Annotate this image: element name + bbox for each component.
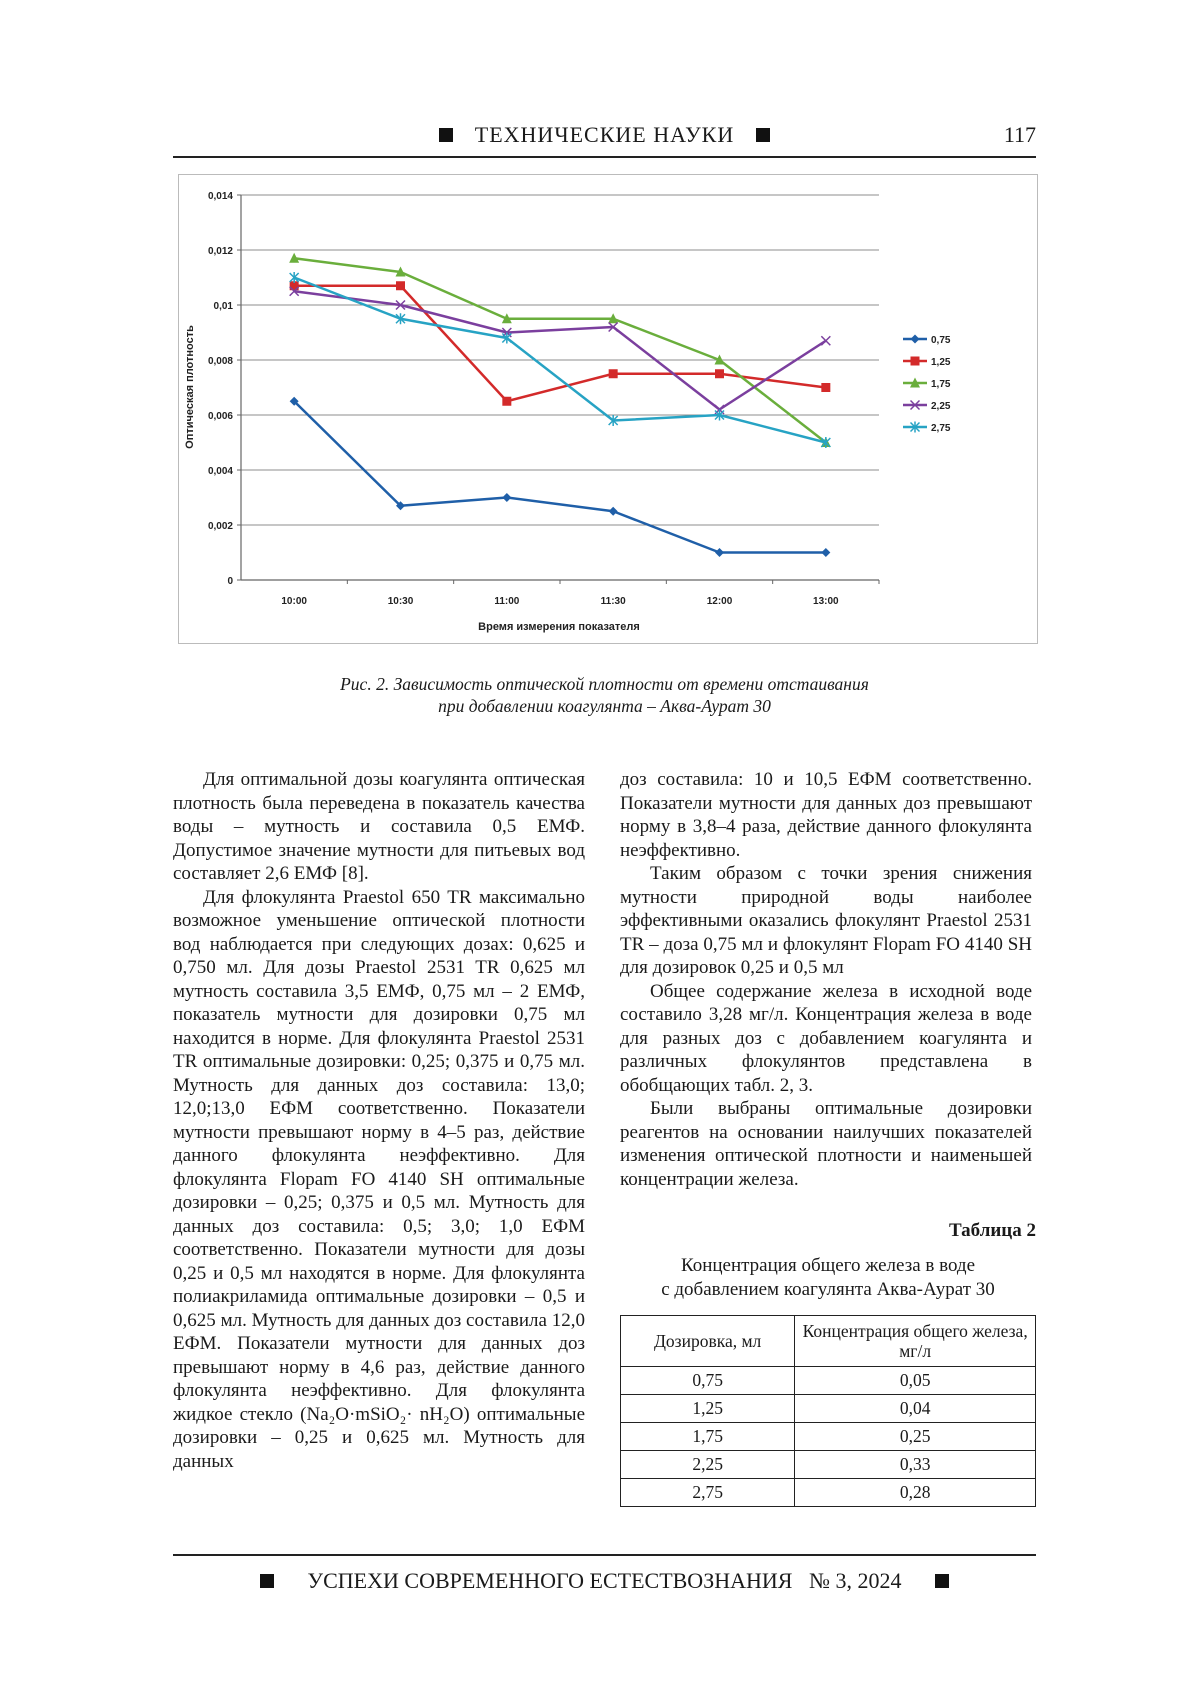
legend-entry	[903, 401, 951, 413]
legend-entry	[903, 335, 951, 347]
data-point	[715, 369, 724, 378]
legend-label: 0,75	[931, 335, 951, 346]
legend-label: 1,75	[931, 379, 951, 390]
table-row	[621, 1423, 1036, 1451]
table-header-row	[621, 1316, 1036, 1367]
data-point	[911, 357, 920, 366]
square-bullet-icon	[935, 1574, 949, 1588]
caption-line-2: при добавлении коагулянта – Аква-Аурат 30	[438, 696, 771, 716]
legend-entry	[903, 422, 951, 435]
section-title-text: ТЕХНИЧЕСКИЕ НАУКИ	[474, 122, 735, 147]
table-row	[621, 1451, 1036, 1479]
table-cell: 0,28	[795, 1479, 1036, 1507]
table-row	[621, 1479, 1036, 1507]
table-cell: 0,05	[795, 1367, 1036, 1395]
paragraph: Для флокулянта Praestol 650 TR максимально возможное уменьшение оптической плотности вод наблюдается при следующих дозах: 0,625 и 0,750 мл. Для дозы Praestol 2531 TR 0,625 мл мутность составила 3,5 ЕМФ, 0,75 мл – 2 ЕМФ, показатель мутности для дозировки 0,75 мл находится в норме. Для флокулянта Praestol 2531 TR оптимальные дозировки: 0,25; 0,375 и 0,75 мл. Мутность для данных доз составила: 13,0; 12,0;13,0 ЕФМ соответственно. Показатели мутности превышают норму в 4–5 раз, действие данного флокулянта неэффективно. Для флокулянта Flopam FO 4140 SH оптимальные дозировки – 0,25; 0,375 и 0,5 мл. Мутность для данных доз составила: 0,5; 3,0; 1,0 ЕФМ соответственно. Показатели мутности для дозы 0,25 и 0,5 мл находятся в норме. Для флокулянта полиакриламида оптимальные дозировки – 0,5 и 0,625 мл. Мутность для данных доз составила 12,0 ЕФМ. Показатели мутности для данных доз превышают норму в 4,6 раз, действие данного флокулянта неэффективно. Для флокулянта жидкое стекло (Na₂O·mSiO₂· nH₂O) оптимальные дозировки – 0,25 и 0,625 мл. Мутность для данных	[173, 886, 585, 1472]
journal-footer	[173, 1568, 1036, 1594]
issue-number: № 3, 2024	[808, 1568, 902, 1593]
y-tick-label: 0,006	[207, 411, 233, 422]
section-title	[173, 122, 1036, 148]
page-number: 117	[1003, 122, 1036, 147]
table-cell: 0,75	[621, 1367, 795, 1395]
paragraph-continued: доз составила: 10 и 10,5 ЕФМ соответственно. Показатели мутности для данных доз превышают норму в 3,8–4 раза, действие данного флокулянта неэффективно.	[620, 769, 1032, 861]
table-cell: 1,75	[621, 1423, 795, 1451]
table-cell: 0,04	[795, 1395, 1036, 1423]
column-header-dose: Дозировка, мл	[621, 1316, 795, 1367]
journal-name: УСПЕХИ СОВРЕМЕННОГО ЕСТЕСТВОЗНАНИЯ	[307, 1568, 793, 1593]
y-tick-label: 0,01	[213, 301, 233, 312]
y-tick-label: 0,004	[207, 466, 233, 477]
data-point	[821, 383, 830, 392]
x-tick-label: 10:30	[387, 596, 414, 607]
line-chart	[179, 175, 1037, 643]
right-text-column	[620, 768, 1032, 1191]
legend-entry	[903, 378, 951, 391]
x-axis-title: Время измерения показателя	[478, 621, 640, 633]
table-cell: 2,75	[621, 1479, 795, 1507]
data-point	[502, 397, 511, 406]
series-4	[290, 287, 831, 414]
table-cell: 1,25	[621, 1395, 795, 1423]
paragraph: Общее содержание железа в исходной воде составило 3,28 мг/л. Концентрация железа в воде для разных доз с добавлением коагулянта и различных флокулянтов представлена в обобщающих табл. 2, 3.	[620, 980, 1032, 1096]
square-bullet-icon	[756, 128, 770, 142]
series-line	[294, 401, 826, 552]
data-point	[396, 281, 405, 290]
column-header-concentration: Концентрация общего железа, мг/л	[795, 1316, 1036, 1367]
data-point	[502, 493, 511, 502]
series-1	[290, 397, 831, 557]
y-tick-label: 0,008	[207, 356, 233, 367]
x-tick-label: 12:00	[706, 596, 733, 607]
x-tick-label: 11:00	[494, 596, 520, 607]
y-tick-label: 0,002	[207, 521, 233, 532]
paragraph: Были выбраны оптимальные дозировки реагентов на основании наилучших показателей изменения оптической плотности и наименьшей концентрации железа.	[620, 1098, 1032, 1190]
series-3	[289, 253, 831, 447]
x-tick-label: 11:30	[600, 596, 626, 607]
legend-entry	[903, 357, 951, 369]
data-point	[715, 548, 724, 557]
y-tick-label: 0,014	[207, 191, 233, 202]
paragraph: Для оптимальной дозы коагулянта оптическая плотность была переведена в показатель качества воды – мутность и составила 0,5 ЕМФ. Допустимое значение мутности для питьевых вод составляет 2,6 ЕМФ [8].	[173, 769, 585, 884]
figure-caption	[173, 673, 1036, 717]
table-title-line-1: Концентрация общего железа в воде	[680, 1255, 976, 1276]
table-title-line-2: с добавлением коагулянта Аква-Аурат 30	[661, 1278, 995, 1300]
y-tick-label: 0	[227, 576, 233, 587]
x-tick-label: 13:00	[813, 596, 839, 607]
table-cell: 0,25	[795, 1423, 1036, 1451]
legend-label: 1,25	[931, 357, 951, 368]
chart-figure	[178, 174, 1038, 644]
data-point	[911, 335, 920, 344]
series-line	[294, 286, 826, 402]
table-row	[621, 1395, 1036, 1423]
y-axis-title: Оптическая плотность	[184, 325, 196, 449]
data-point	[609, 369, 618, 378]
data-point	[821, 548, 830, 557]
table-row	[621, 1367, 1036, 1395]
running-footer	[173, 1554, 1036, 1598]
data-point	[821, 336, 830, 345]
table-cell: 0,33	[795, 1451, 1036, 1479]
y-tick-label: 0,012	[207, 246, 233, 257]
caption-line-1: Рис. 2. Зависимость оптической плотности от времени отстаивания	[340, 674, 869, 694]
iron-concentration-table	[620, 1315, 1036, 1507]
data-point	[609, 507, 618, 516]
left-text-column	[173, 768, 585, 1473]
paragraph: Таким образом с точки зрения снижения мутности природной воды наиболее эффективными оказались флокулянт Praestol 2531 TR – доза 0,75 мл и флокулянт Flopam FO 4140 SH для дозировок 0,25 и 0,5 мл	[620, 863, 1032, 978]
table-cell: 2,25	[621, 1451, 795, 1479]
legend-label: 2,25	[931, 401, 951, 412]
square-bullet-icon	[260, 1574, 274, 1588]
running-header	[173, 116, 1036, 158]
table-label: Таблица 2	[948, 1220, 1036, 1241]
table-title	[620, 1254, 1036, 1301]
x-tick-label: 10:00	[281, 596, 307, 607]
square-bullet-icon	[439, 128, 453, 142]
legend-label: 2,75	[931, 423, 951, 434]
